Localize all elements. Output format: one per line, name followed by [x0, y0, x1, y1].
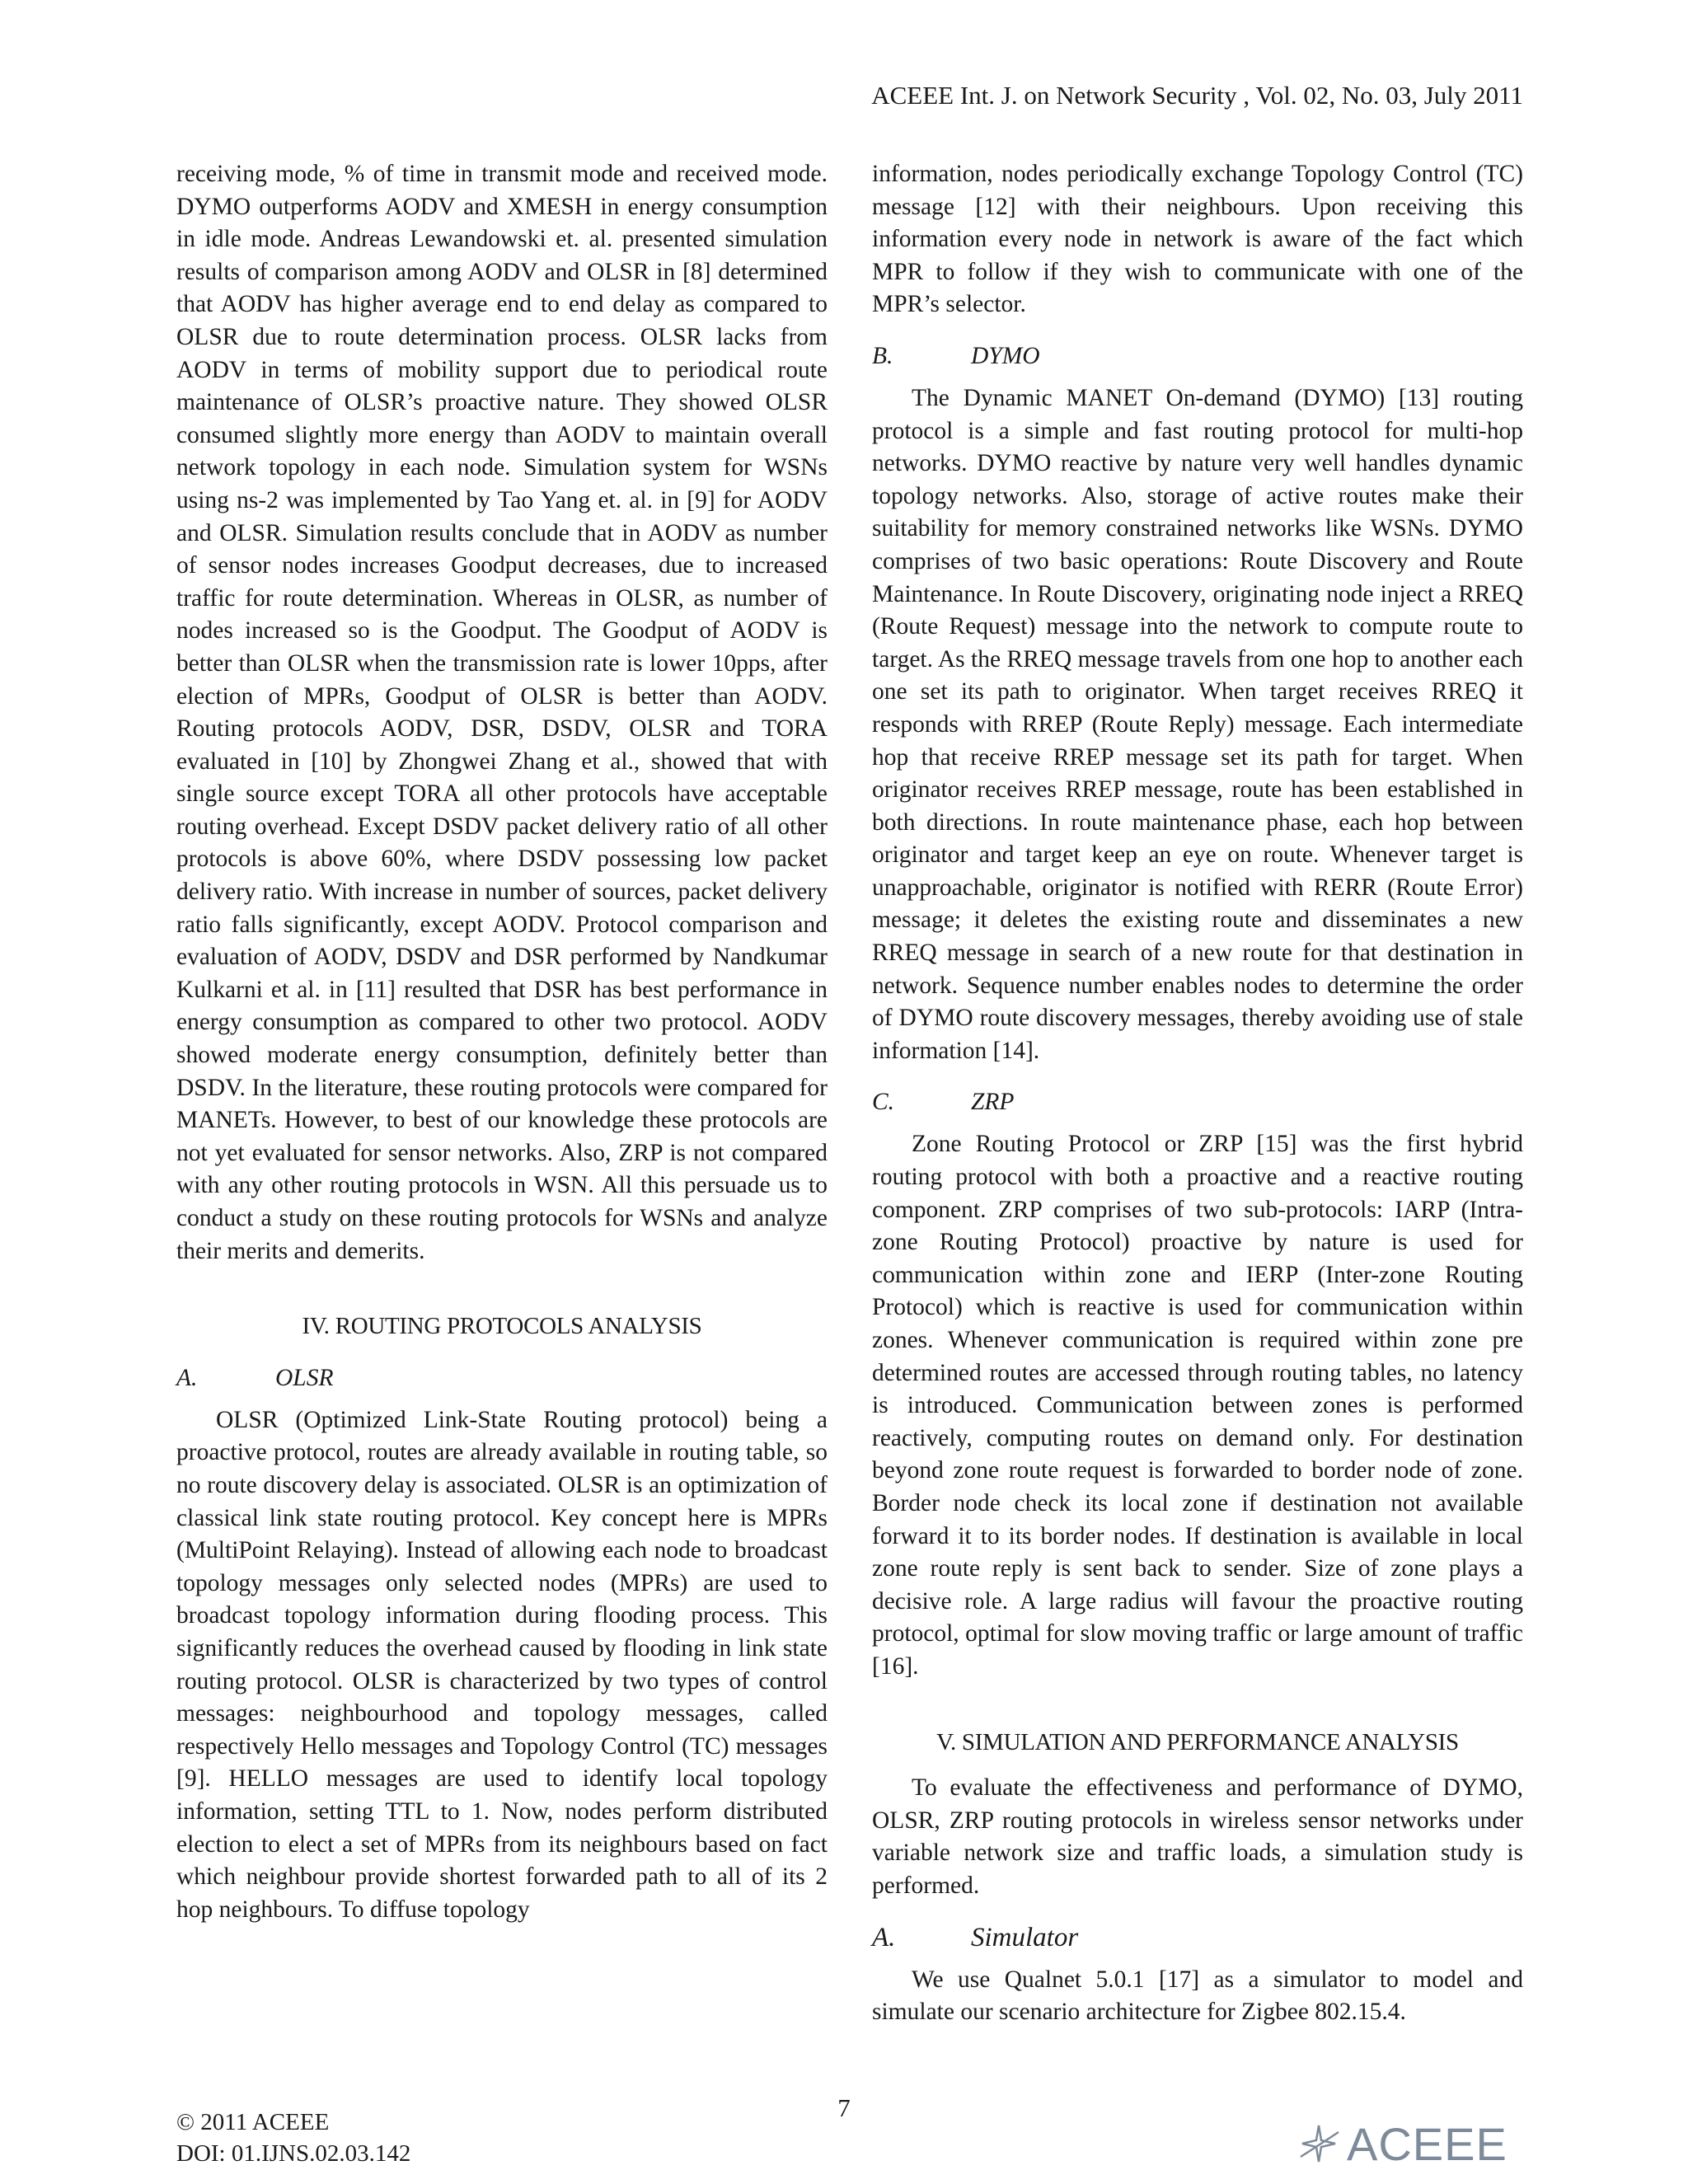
simulator-subheading — [872, 1921, 1523, 1954]
zrp-paragraph: Zone Routing Protocol or ZRP [15] was the first hybrid routing protocol with both a proactive and a reactive routing component. ZRP comprises of two sub-protocols: IARP (Intra-zone Routing Protocol) proactive by nature is used for communication within zone and IERP (Inter-zone Routing Protocol) which is reactive is used for communication within zones. Whenever communication is required within zone pre determined routes are accessed through routing tables, no latency is introduced. Communication between zones is performed reactively, computing routes on demand only. For destination beyond zone route request is forwarded to border node of zone. Border node check its local zone if destination not available forward it to its border nodes. If destination is available in local zone route reply is sent back to sender. Size of zone plays a decisive role. A large radius will favour the proactive routing protocol, optimal for slow moving traffic or large amount of traffic [16]. — [872, 1131, 1523, 1680]
section-iv-heading: IV. ROUTING PROTOCOLS ANALYSIS — [302, 1313, 702, 1340]
intro-paragraph: receiving mode, % of time in transmit mode and received mode. DYMO outperforms AODV and XMESH in energy consumption in idle mode. Andreas Lewandowski et. al. presented simulation results of comparison among AODV and OLSR in [8] determined that AODV has higher average end to end delay as compared to OLSR due to route determination process. OLSR lacks from AODV in terms of mobility support due to periodical route maintenance of OLSR’s proactive nature. They showed OLSR consumed slightly more energy than AODV to maintain overall network topology in each node. Simulation system for WSNs using ns-2 was implemented by Tao Yang et. al. in [9] for AODV and OLSR. Simulation results conclude that in AODV as number of sensor nodes increases Goodput decreases, due to increased traffic for route determination. Whereas in OLSR, as number of nodes increased so is the Goodput. The Goodput of AODV is better than OLSR when the transmission rate is lower 10pps, after election of MPRs, Goodput of OLSR is better than AODV. Routing protocols AODV, DSR, DSDV, OLSR and TORA evaluated in [10] by Zhongwei Zhang et al., showed that with single source except TORA all other protocols have acceptable routing overhead. Except DSDV packet delivery ratio of all other protocols is above 60%, where DSDV possessing low packet delivery ratio. With increase in number of sources, packet delivery ratio falls significantly, except AODV. Protocol comparison and evaluation of AODV, DSDV and DSR performed by Nandkumar Kulkarni et al. in [11] resulted that DSR has best performance in energy consumption as compared to other two protocol. AODV showed moderate energy consumption, definitely better than DSDV. In the literature, these routing protocols were compared for MANETs. However, to best of our knowledge these protocols are not yet evaluated for sensor networks. Also, ZRP is not compared with any other routing protocols in WSN. All this persuade us to conduct a study on these routing protocols for WSNs and analyze their merits and demerits. — [176, 161, 828, 1264]
section-v-paragraph: To evaluate the effectiveness and performance of DYMO, OLSR, ZRP routing protocols in wireless sensor networks under variable network size and traffic loads, a simulation study is performed. — [872, 1774, 1523, 1899]
footer-info — [176, 2107, 410, 2169]
dymo-subheading — [872, 340, 1523, 373]
journal-header — [857, 79, 1523, 112]
zrp-subheading-letter: C. — [872, 1089, 895, 1116]
simulator-paragraph: We use Qualnet 5.0.1 [17] as a simulator to model and simulate our scenario architecture for Zigbee 802.15.4. — [872, 1966, 1523, 2026]
logo-text: ACEEE — [1347, 2117, 1507, 2170]
simulator-subheading-letter: A. — [872, 1922, 896, 1952]
dymo-subheading-letter: B. — [872, 342, 893, 369]
zrp-subheading-title: ZRP — [971, 1089, 1015, 1116]
aceee-logo — [1296, 2117, 1535, 2170]
zrp-subheading — [872, 1085, 1523, 1118]
olsr-subheading-letter: A. — [176, 1364, 198, 1391]
page-number: 7 — [837, 2093, 851, 2122]
olsr-subheading — [176, 1361, 828, 1394]
star-swoosh-icon — [1296, 2121, 1342, 2167]
doi-text: DOI: 01.IJNS.02.03.142 — [176, 2140, 411, 2167]
olsr-paragraph: OLSR (Optimized Link-State Routing protocol) being a proactive protocol, routes are already available in routing table, so no route discovery delay is associated. OLSR is an optimization of classical link state routing protocol. Key concept here is MPRs (MultiPoint Relaying). Instead of allowing each node to broadcast topology messages only selected nodes (MPRs) are used to broadcast topology information during flooding process. This significantly reduces the overhead caused by flooding in link state routing protocol. OLSR is characterized by two types of control messages: neighbourhood and topology messages, called respectively Hello messages and Topology Control (TC) messages [9]. HELLO messages are used to identify local topology information, setting TTL to 1. Now, nodes perform distributed election to elect a set of MPRs from its neighbours based on fact which neighbour provide shortest forwarded path to all of its 2 hop neighbours. To diffuse topology — [176, 1406, 828, 1923]
simulator-subheading-title: Simulator — [971, 1922, 1079, 1952]
dymo-paragraph: The Dynamic MANET On-demand (DYMO) [13] routing protocol is a simple and fast routing protocol for multi-hop networks. DYMO reactive by nature very well handles dynamic topology networks. Also, storage of active routes make their suitability for memory constrained networks like WSNs. DYMO comprises of two basic operations: Route Discovery and Route Maintenance. In Route Discovery, originating node inject a RREQ (Route Request) message into the network to compute route to target. As the RREQ message travels from one hop to another each one set its path to originator. When target receives RREQ it responds with RREP (Route Reply) message. Each intermediate hop that receive RREP message set its path for target. When originator receives RREP message, route has been established in both directions. In route maintenance phase, each hop between originator and target keep an eye on route. Whenever target is unapproachable, originator is notified with RERR (Route Error) message; it deletes the existing route and disseminates a new RREQ message in search of a new route for that destination in network. Sequence number enables nodes to determine the order of DYMO route discovery messages, thereby avoiding use of stale information [14]. — [872, 384, 1523, 1064]
olsr-continued-paragraph: information, nodes periodically exchange Topology Control (TC) message [12] with their neighbours. Upon receiving this information every node in network is aware of the fact which MPR to follow if they wish to communicate with one of the MPR’s selector. — [872, 161, 1523, 318]
section-v-heading: V. SIMULATION AND PERFORMANCE ANALYSIS — [936, 1728, 1459, 1755]
journal-line: ACEEE Int. J. on Network Security , Vol. 02, No. 03, July 2011 — [871, 81, 1523, 110]
olsr-subheading-title: OLSR — [275, 1364, 334, 1391]
dymo-subheading-title: DYMO — [971, 342, 1040, 369]
copyright-text: © 2011 ACEEE — [176, 2109, 330, 2135]
left-column — [176, 158, 828, 1926]
right-column — [872, 158, 1523, 2029]
